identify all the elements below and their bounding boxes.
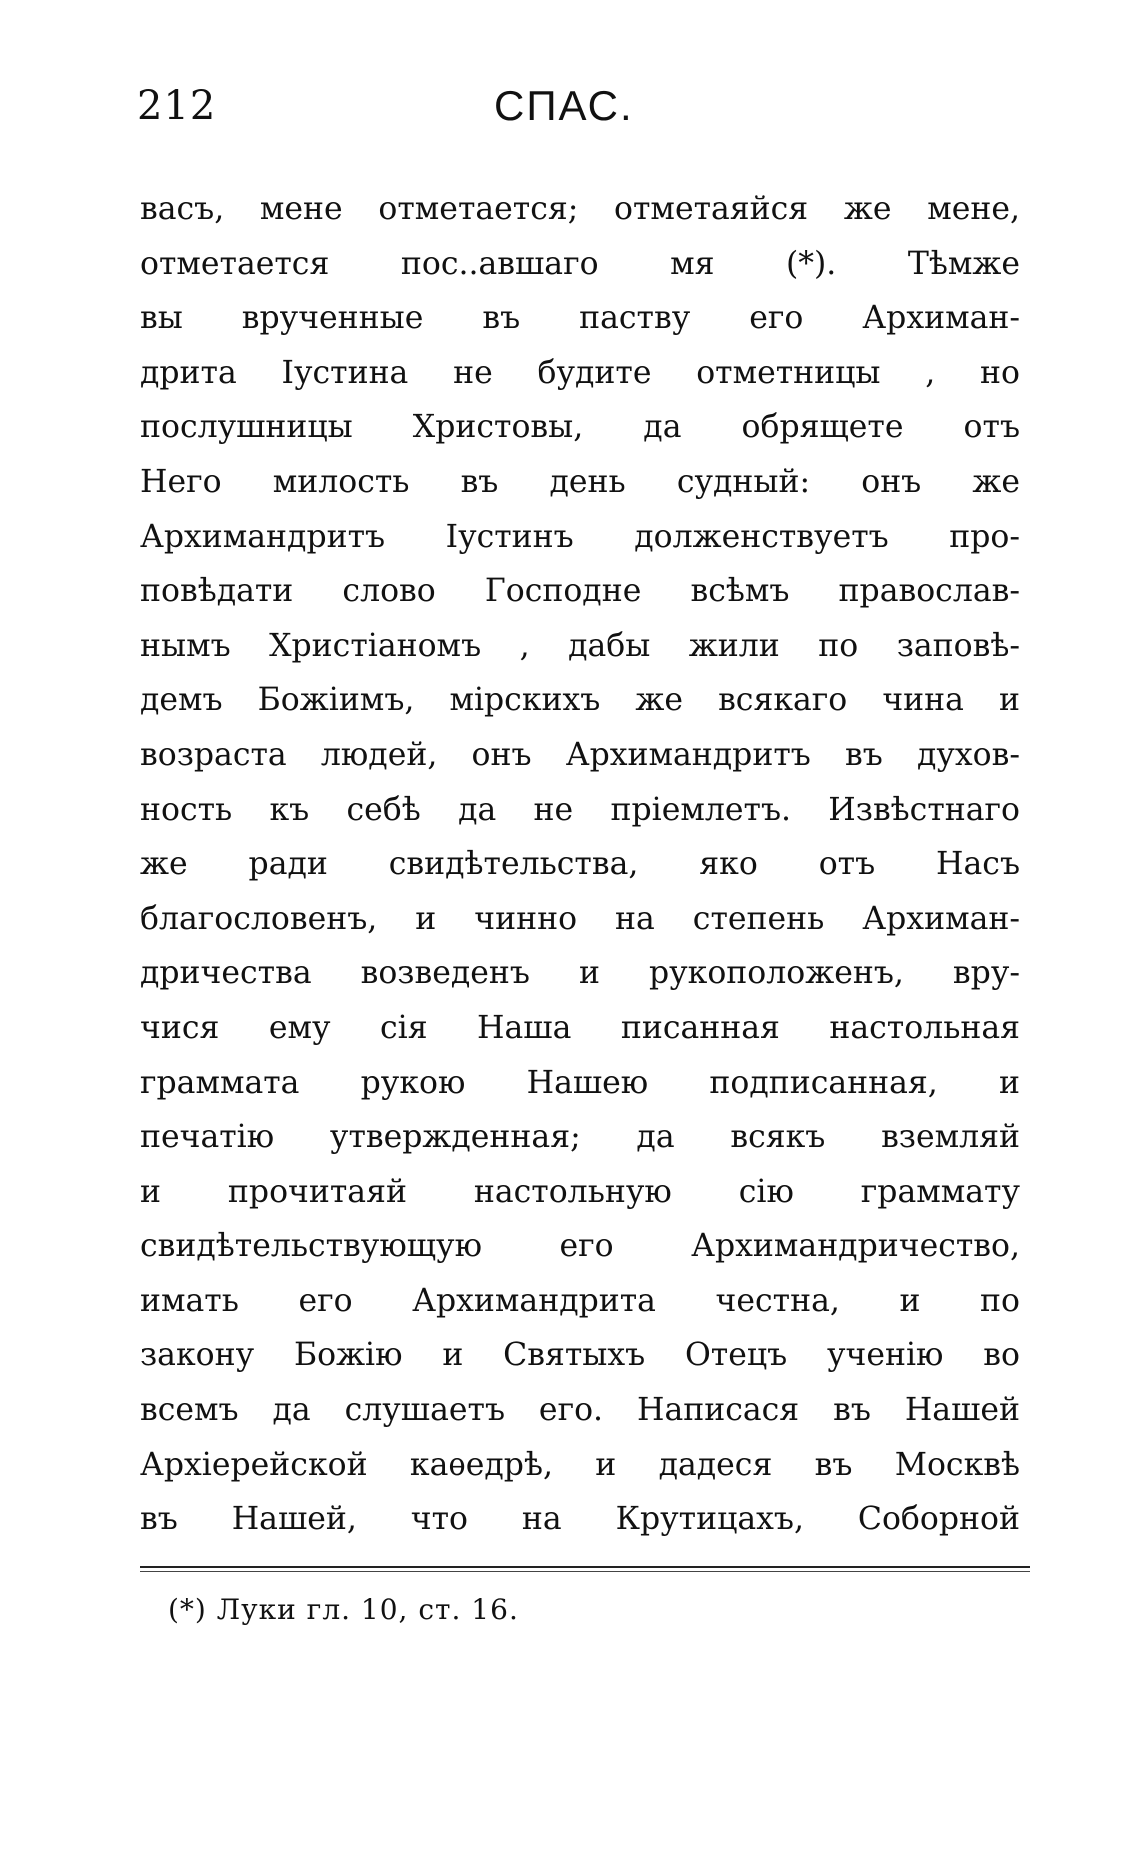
text-line: Архимандритъ Іустинъ долженствуетъ про- [140,518,1020,555]
text-line: дрита Іустина не будите отметницы , но [140,354,1020,391]
text-line: демъ Божіимъ, мірскихъ же всякаго чина и [140,682,1020,719]
text-line: граммата рукою Нашею подписанная, и [140,1064,1020,1101]
text-line: же ради свидѣтельства, яко отъ Насъ [140,846,1020,883]
text-line: отметается пос..авшаго мя (*). Тѣмже [140,245,1020,282]
text-line: нымъ Христіаномъ , дабы жили по заповѣ- [140,627,1020,664]
body-text [140,182,1020,1547]
footnote-rule [140,1566,1030,1568]
page-number: 212 [137,83,217,129]
text-line: свидѣтельствующую его Архимандричество, [140,1228,1020,1265]
text-line: и прочитаяй настольную сію граммату [140,1173,1020,1210]
text-line: имать его Архимандрита честна, и по [140,1282,1020,1319]
running-head: СПАС. [494,82,634,129]
text-line: дричества возведенъ и рукоположенъ, вру- [140,955,1020,992]
text-line: печатію утвержденная; да всякъ вземляй [140,1119,1020,1156]
text-line: Архіерейской каѳедрѣ, и дадеся въ Москвѣ [140,1446,1020,1483]
text-line: ность къ себѣ да не пріемлетъ. Извѣстнаго [140,791,1020,828]
footnote: (*) Луки гл. 10, ст. 16. [168,1593,519,1626]
text-line: васъ, мене отметается; отметаяйся же мене, [140,191,1020,227]
text-line: повѣдати слово Господне всѣмъ православ- [140,573,1020,610]
text-line: всемъ да слушаетъ его. Написася въ Нашей [140,1392,1020,1429]
text-line: благословенъ, и чинно на степень Архиман- [140,900,1020,937]
text-line: въ Нашей, что на Крутицахъ, Соборной [140,1501,1020,1538]
text-line: чися ему сія Наша писанная настольная [140,1009,1020,1046]
text-line: закону Божію и Святыхъ Отецъ ученію во [140,1337,1020,1374]
text-line: Него милость въ день судный: онъ же [140,463,1020,500]
text-line: вы врученные въ паству его Архиман- [140,300,1020,337]
footnote-rule-thin [140,1571,1030,1572]
text-line: послушницы Христовы, да обрящете отъ [140,409,1020,446]
text-line: возраста людей, онъ Архимандритъ въ духов- [140,736,1020,773]
